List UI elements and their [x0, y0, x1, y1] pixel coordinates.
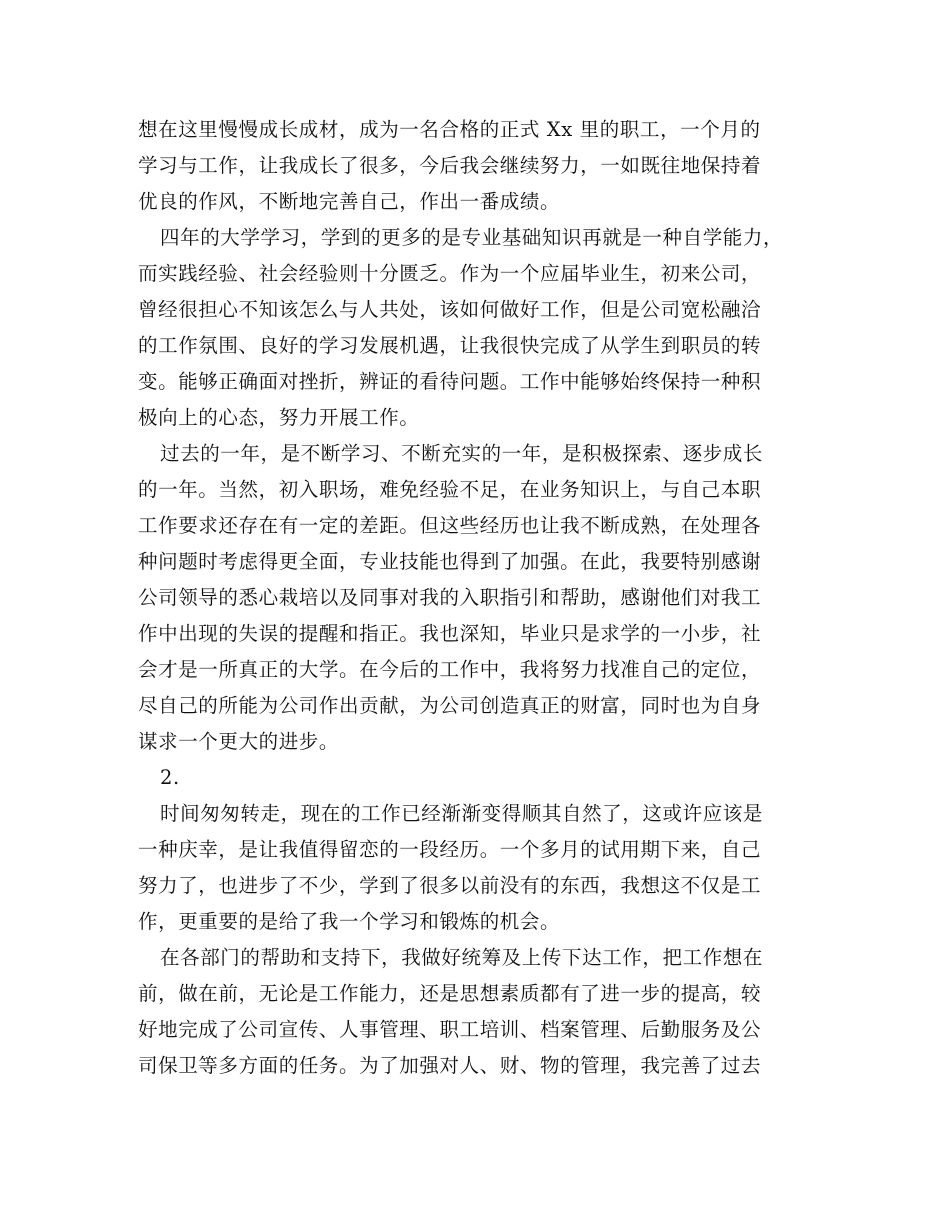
text-line: 时间匆匆转走，现在的工作已经渐渐变得顺其自然了，这或许应该是 [160, 802, 764, 825]
text-line: 尽自己的所能为公司作出贡献，为公司创造真正的财富，同时也为自身 [138, 694, 762, 717]
text-line: 司保卫等多方面的任务。为了加强对人、财、物的管理，我完善了过去 [138, 1054, 762, 1077]
text-line: 过去的一年，是不断学习、不断充实的一年，是积极探索、逐步成长 [160, 442, 764, 465]
text-line: 种问题时考虑得更全面，专业技能也得到了加强。在此，我要特别感谢 [138, 550, 762, 573]
text-line: 工作要求还存在有一定的差距。但这些经历也让我不断成熟，在处理各 [138, 514, 762, 537]
text-line: 学习与工作，让我成长了很多，今后我会继续努力，一如既往地保持着 [138, 154, 762, 177]
text-line: 优良的作风，不断地完善自己，作出一番成绩。 [138, 190, 561, 213]
text-line: 作，更重要的是给了我一个学习和锻炼的机会。 [138, 910, 561, 933]
text-line: 好地完成了公司宣传、人事管理、职工培训、档案管理、后勤服务及公 [138, 1018, 762, 1041]
text-line: 而实践经验、社会经验则十分匮乏。作为一个应届毕业生，初来公司， [138, 262, 762, 285]
text-line: 变。能够正确面对挫折，辨证的看待问题。工作中能够始终保持一种积 [138, 370, 762, 393]
text-line: 谋求一个更大的进步。 [138, 730, 340, 753]
text-line: 在各部门的帮助和支持下，我做好统筹及上传下达工作，把工作想在 [160, 946, 764, 969]
text-line: 的工作氛围、良好的学习发展机遇，让我很快完成了从学生到职员的转 [138, 334, 762, 357]
text-line: 会才是一所真正的大学。在今后的工作中，我将努力找准自己的定位， [138, 658, 762, 681]
text-line: 曾经很担心不知该怎么与人共处，该如何做好工作，但是公司宽松融洽 [138, 298, 762, 321]
text-line: 作中出现的失误的提醒和指正。我也深知，毕业只是求学的一小步，社 [138, 622, 762, 645]
text-line: 一种庆幸，是让我值得留恋的一段经历。一个多月的试用期下来，自己 [138, 838, 762, 861]
text-line: 前，做在前，无论是工作能力，还是思想素质都有了进一步的提高，较 [138, 982, 762, 1005]
text-line: 的一年。当然，初入职场，难免经验不足，在业务知识上，与自己本职 [138, 478, 762, 501]
text-line: 极向上的心态，努力开展工作。 [138, 406, 420, 429]
section-number: 2. [160, 766, 180, 789]
text-line: 想在这里慢慢成长成材，成为一名合格的正式 Xx 里的职工，一个月的 [138, 118, 761, 141]
text-line: 公司领导的悉心栽培以及同事对我的入职指引和帮助，感谢他们对我工 [138, 586, 762, 609]
text-line: 四年的大学学习，学到的更多的是专业基础知识再就是一种自学能力， [160, 226, 784, 249]
text-line: 努力了，也进步了不少，学到了很多以前没有的东西，我想这不仅是工 [138, 874, 762, 897]
